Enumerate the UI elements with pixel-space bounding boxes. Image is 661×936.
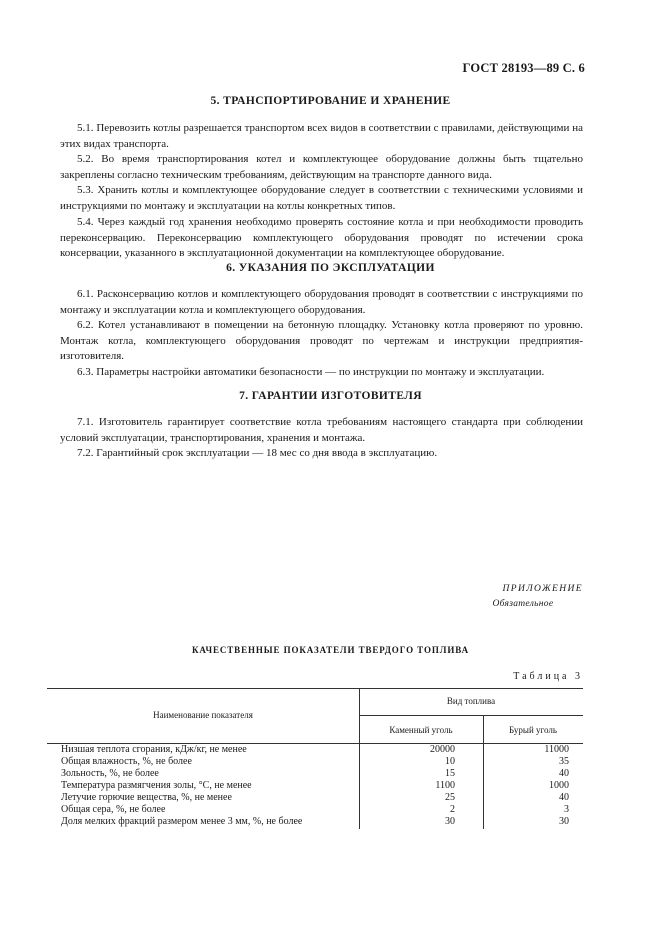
row-param: Летучие горючие вещества, %, не менее	[61, 792, 232, 803]
row-brown-coal-value: 35	[559, 756, 569, 767]
paragraph-5-2: 5.2. Во время транспортирования котел и комплектующее оборудование должны быть тщательно закреплены согласно техническим требованиям, действующим на транспорте данного вида.	[60, 153, 583, 181]
row-brown-coal-value: 11000	[544, 744, 569, 755]
paragraph-7-2: 7.2. Гарантийный срок эксплуатации — 18 мес со дня ввода в эксплуатацию.	[77, 447, 438, 459]
row-brown-coal-value: 1000	[549, 780, 569, 791]
header-param: Наименование показателя	[153, 710, 253, 720]
table-label: Таблица 3	[513, 671, 583, 682]
table-group-rule	[359, 715, 583, 716]
paragraph-5-1: 5.1. Перевозить котлы разрешается транспортом всех видов в соответствии с правилами, действующими на этих видах транспорта.	[60, 122, 583, 150]
paragraph-6-2: 6.2. Котел устанавливают в помещении на бетонную площадку. Установку котла проверяют по уровню. Монтаж котла, комплектующего оборудования проводят по чертежам и инструкции предприятия-изготовителя.	[60, 319, 583, 362]
section-7-title: 7. ГАРАНТИИ ИЗГОТОВИТЕЛЯ	[239, 390, 422, 402]
header-fuel-type: Вид топлива	[446, 696, 496, 706]
header-hard-coal: Каменный уголь	[389, 725, 453, 735]
table-row	[47, 756, 583, 768]
paragraph-5-4: 5.4. Через каждый год хранения необходимо проверять состояние котла и при необходимости проводить переконсервацию. Переконсервацию комплектующего оборудования проводят по истечении срока консервации, указанного в эксплуатационной документации на комплектующее оборудование.	[60, 216, 583, 259]
row-hard-coal-value: 10	[445, 756, 455, 767]
table-row	[47, 792, 583, 804]
row-brown-coal-value: 40	[559, 792, 569, 803]
table-title: КАЧЕСТВЕННЫЕ ПОКАЗАТЕЛИ ТВЕРДОГО ТОПЛИВА	[192, 645, 469, 655]
row-param: Зольность, %, не более	[61, 768, 159, 779]
row-param: Общая сера, %, не более	[61, 804, 166, 815]
row-param: Низшая теплота сгорания, кДж/кг, не менее	[61, 744, 247, 755]
page-header: ГОСТ 28193—89 С. 6	[462, 61, 585, 75]
section-5-title: 5. ТРАНСПОРТИРОВАНИЕ И ХРАНЕНИЕ	[210, 95, 451, 107]
paragraph-7-1: 7.1. Изготовитель гарантирует соответствие котла требованиям настоящего стандарта при соблюдении условий эксплуатации, транспортирования, хранения и монтажа.	[60, 416, 583, 444]
row-hard-coal-value: 30	[445, 816, 455, 827]
row-param: Доля мелких фракций размером менее 3 мм, %, не более	[61, 816, 303, 827]
table-row	[47, 816, 583, 828]
row-param: Температура размягчения золы, °С, не менее	[61, 780, 252, 791]
header-brown-coal: Бурый уголь	[508, 725, 557, 735]
row-hard-coal-value: 2	[450, 804, 455, 815]
table-row	[47, 780, 583, 792]
section-6-title: 6. УКАЗАНИЯ ПО ЭКСПЛУАТАЦИИ	[226, 262, 435, 274]
row-hard-coal-value: 1100	[435, 780, 455, 791]
table-row	[47, 768, 583, 780]
paragraph-5-3: 5.3. Хранить котлы и комплектующее оборудование следует в соответствии с техническими условиями и инструкциями по монтажу и эксплуатации на котлы конкретных типов.	[60, 184, 583, 212]
table-row	[47, 804, 583, 816]
row-param: Общая влажность, %, не более	[61, 756, 192, 767]
appendix-status: Обязательное	[492, 599, 554, 609]
paragraph-6-1: 6.1. Расконсервацию котлов и комплектующего оборудования проводят в соответствии с инструкциями по монтажу и эксплуатации котла и комплектующего оборудования.	[60, 288, 583, 316]
appendix-block	[492, 582, 584, 612]
row-hard-coal-value: 20000	[430, 744, 455, 755]
row-hard-coal-value: 25	[445, 792, 455, 803]
table-row	[47, 744, 583, 756]
row-hard-coal-value: 15	[445, 768, 455, 779]
row-brown-coal-value: 40	[559, 768, 569, 779]
row-brown-coal-value: 30	[559, 816, 569, 827]
paragraph-6-3: 6.3. Параметры настройки автоматики безопасности — по инструкции по монтажу и эксплуатации.	[77, 366, 545, 378]
appendix-label: ПРИЛОЖЕНИЕ	[502, 584, 583, 594]
row-brown-coal-value: 3	[564, 804, 569, 815]
table-top-rule	[47, 688, 583, 689]
